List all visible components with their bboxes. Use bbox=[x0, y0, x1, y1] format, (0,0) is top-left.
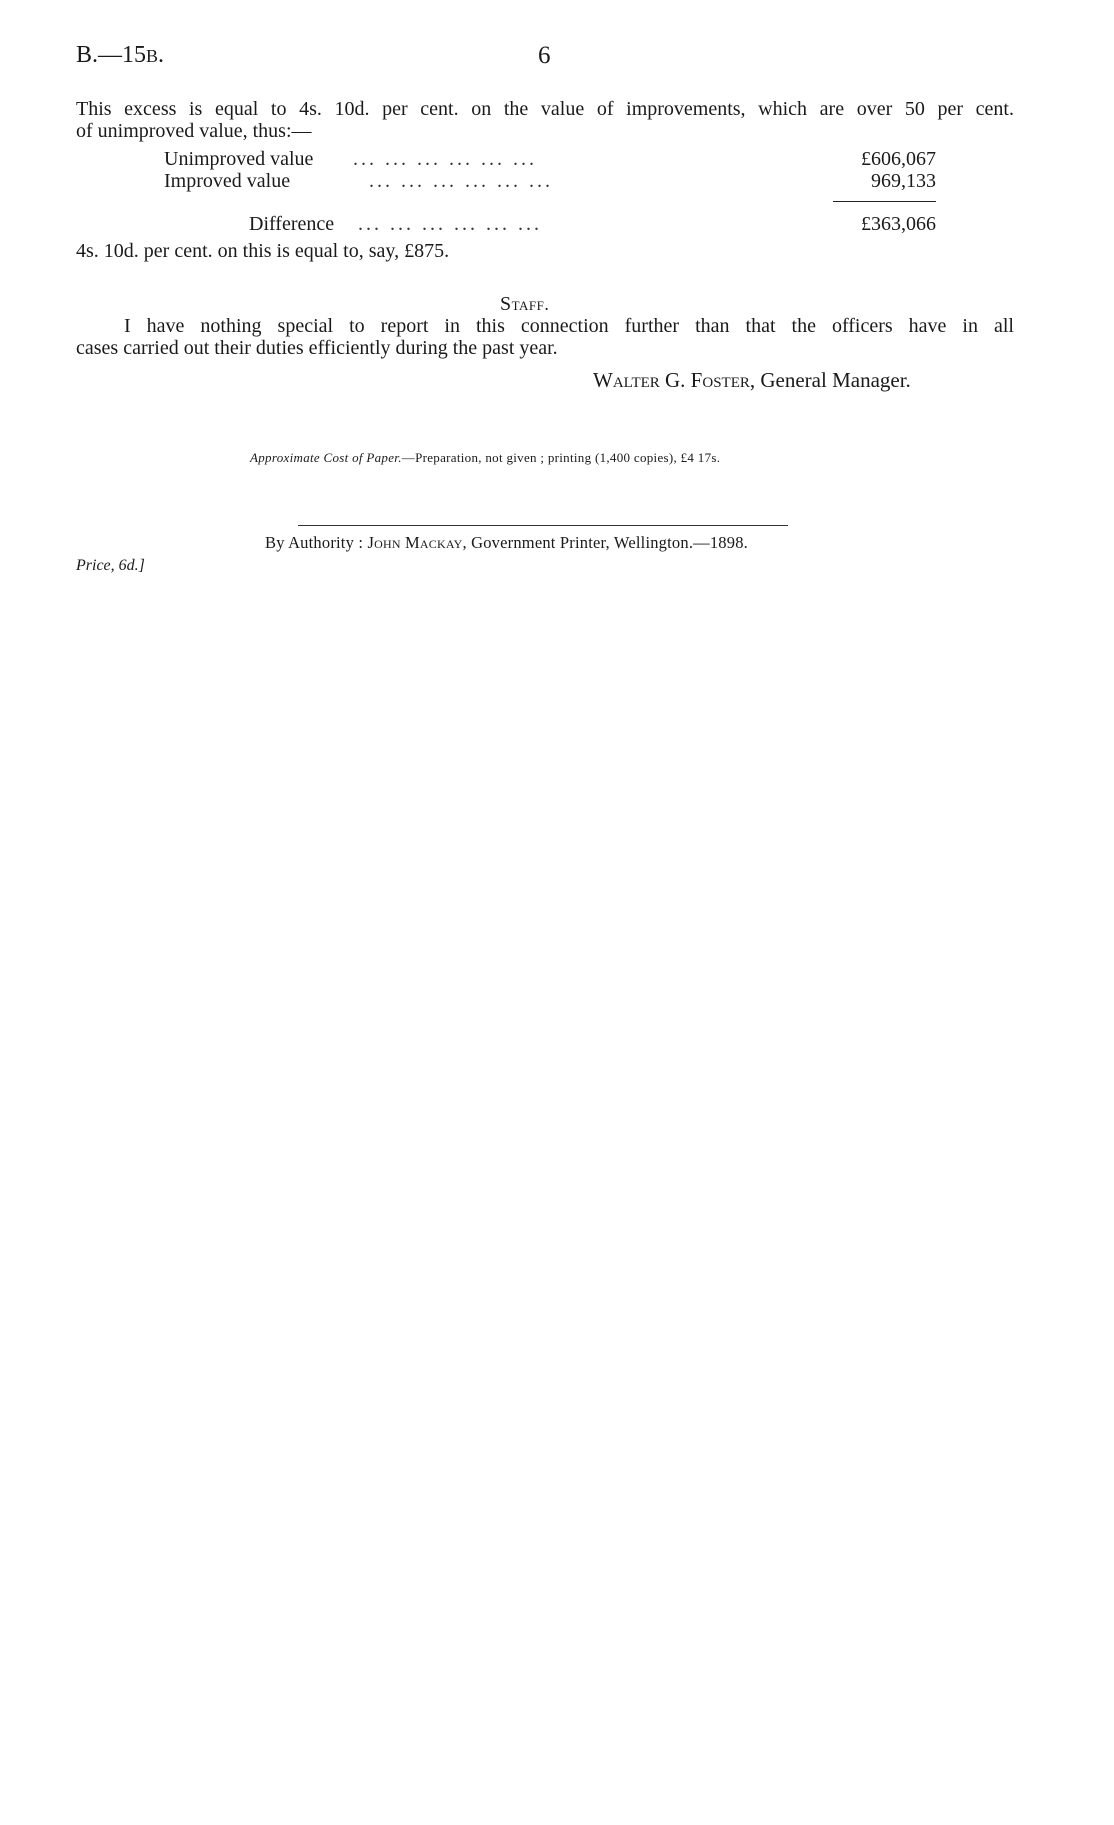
leader-dots: ... ... ... ... ... ... bbox=[369, 170, 553, 192]
price-note: Price, 6d.] bbox=[76, 557, 145, 574]
leader-dots: ... ... ... ... ... ... bbox=[353, 148, 537, 170]
signatory-name: Walter G. Foster bbox=[593, 368, 750, 392]
printer-authority bbox=[265, 533, 748, 553]
staff-line-2: cases carried out their duties efficiently during the past year. bbox=[76, 337, 558, 359]
leader-dots: ... ... ... ... ... ... bbox=[358, 213, 542, 235]
printer-name: John Mackay bbox=[367, 533, 463, 552]
section-heading-staff bbox=[500, 293, 549, 316]
conclusion-line: 4s. 10d. per cent. on this is equal to, say, £875. bbox=[76, 240, 450, 262]
total-rule bbox=[833, 201, 936, 202]
cost-of-paper-note bbox=[250, 450, 720, 466]
row-amount-unimproved: £606,067 bbox=[861, 148, 936, 170]
table-row bbox=[76, 170, 936, 194]
row-label-unimproved: Unimproved value bbox=[164, 148, 314, 170]
doc-ref-end: . bbox=[158, 42, 165, 68]
excess-line-2: of unimproved value, thus:— bbox=[76, 120, 312, 142]
row-amount-difference: £363,066 bbox=[861, 213, 936, 235]
table-total-row bbox=[76, 213, 936, 237]
heading-rest: taff. bbox=[511, 294, 550, 314]
row-label-improved: Improved value bbox=[164, 170, 291, 192]
staff-paragraph bbox=[76, 315, 1014, 359]
authority-prefix: By Authority : bbox=[265, 533, 368, 552]
staff-line-1: I have nothing special to report in this connection further than that the officers have in all bbox=[124, 315, 1014, 337]
doc-ref-suffix: B bbox=[146, 46, 159, 66]
heading-cap: S bbox=[500, 293, 512, 315]
cost-text: —Preparation, not given ; printing (1,400 copies), £4 17s. bbox=[401, 450, 721, 465]
excess-paragraph bbox=[76, 98, 1014, 142]
authority-suffix: , Government Printer, Wellington.—1898. bbox=[462, 533, 748, 552]
page-number: 6 bbox=[538, 42, 551, 69]
cost-label: Approximate Cost of Paper. bbox=[250, 450, 402, 465]
document-reference bbox=[76, 42, 164, 69]
table-row bbox=[76, 148, 936, 172]
row-amount-improved: 969,133 bbox=[871, 170, 936, 192]
row-label-difference: Difference bbox=[249, 213, 335, 235]
doc-ref-main: B.—15 bbox=[76, 42, 147, 68]
signatory-title: , General Manager. bbox=[749, 368, 911, 392]
excess-line-1: This excess is equal to 4s. 10d. per cent. on the value of improvements, which are over 50 per cent. bbox=[76, 98, 1014, 120]
footer-rule bbox=[298, 525, 788, 526]
signature bbox=[593, 368, 911, 393]
